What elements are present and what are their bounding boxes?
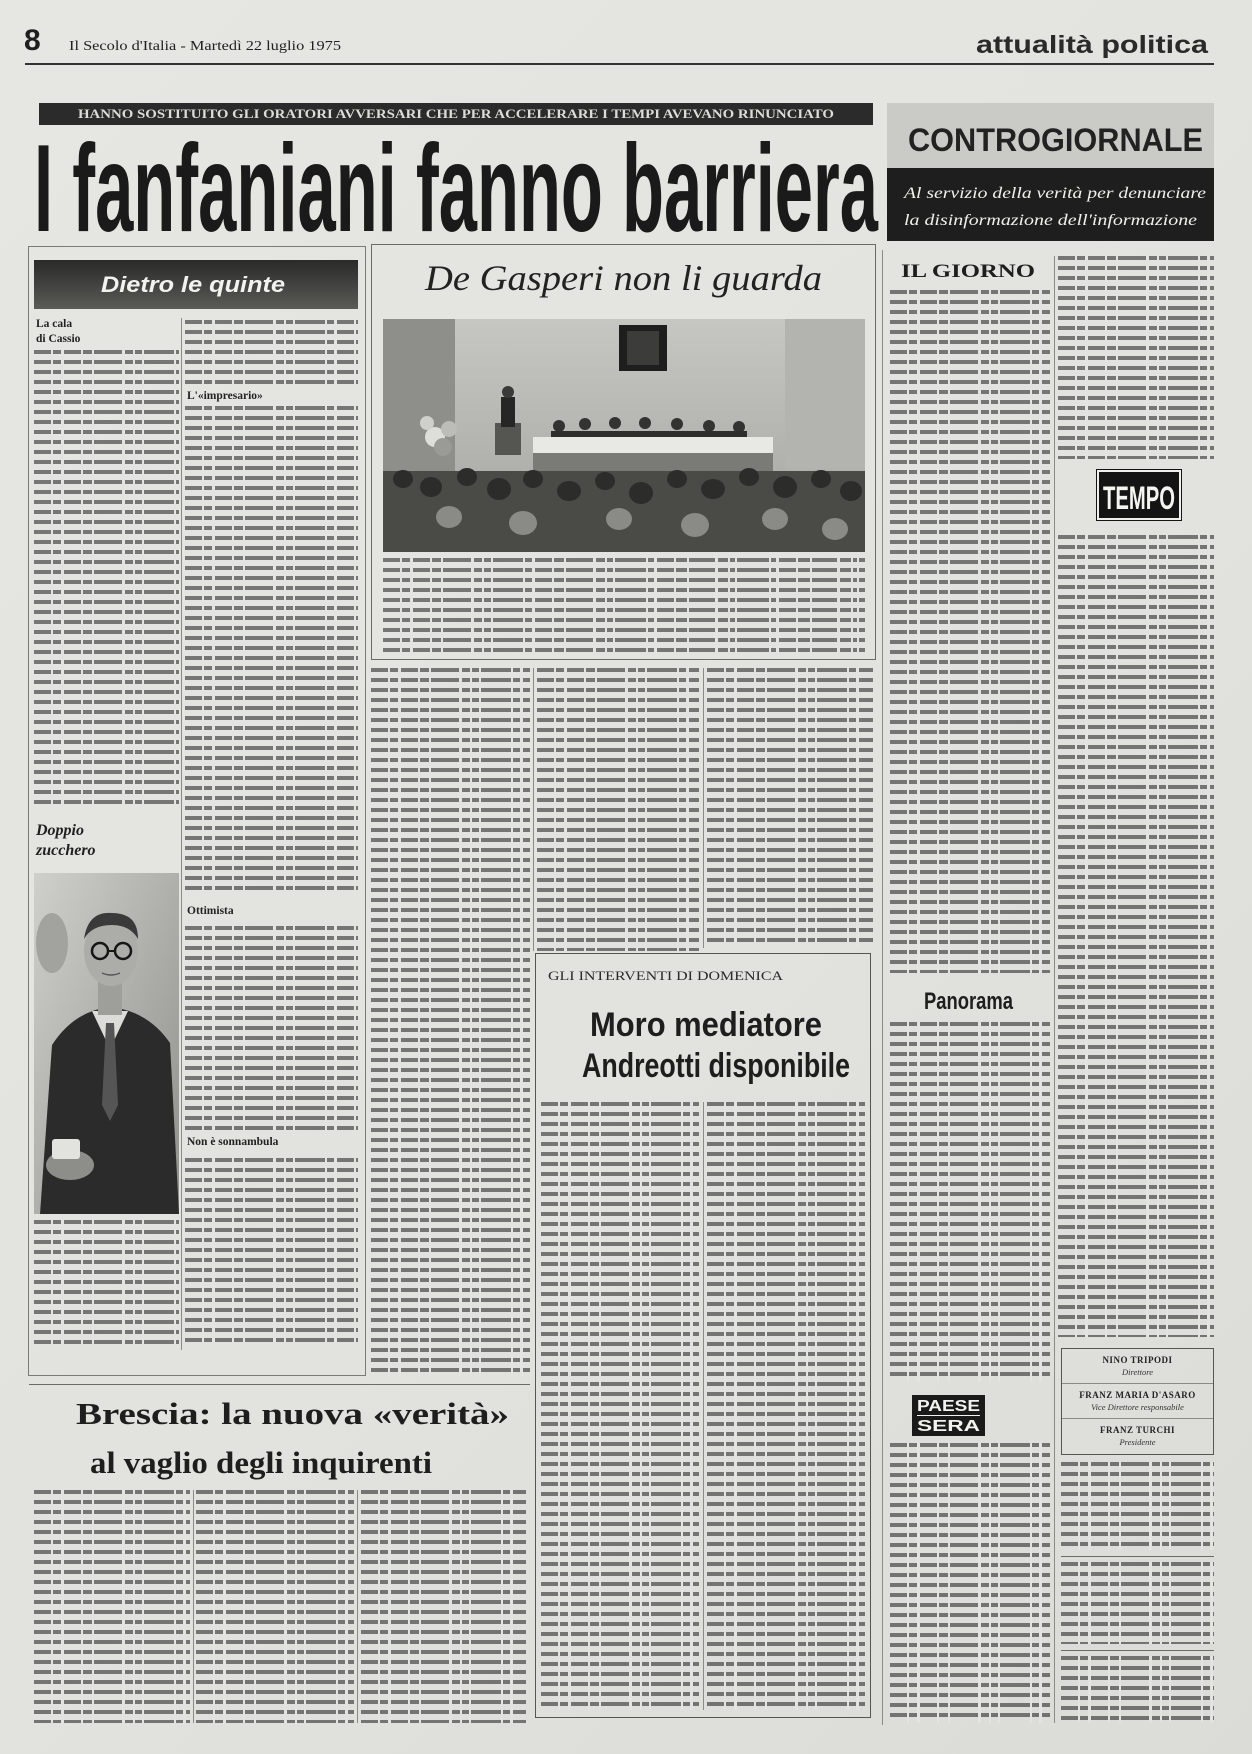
brescia-headline-2-text: al vaglio degli inquirenti <box>90 1445 432 1480</box>
colophon-text-3 <box>1061 1656 1214 1722</box>
credit-name: FRANZ MARIA D'ASARO <box>1079 1390 1196 1400</box>
de-gasperi-title <box>425 257 822 299</box>
credit-name: NINO TRIPODI <box>1102 1355 1173 1365</box>
speaker-head <box>502 386 514 398</box>
dateline <box>69 39 341 55</box>
brescia-headline-1-text: Brescia: la nuova «verità» <box>76 1396 509 1431</box>
interventi-headline-2-text: Andreotti disponibile <box>582 1047 850 1085</box>
controgiornale-tagline-2-text: la disinformazione dell'informazione <box>904 212 1197 229</box>
colophon-text-2 <box>1061 1562 1214 1644</box>
tempo-logo-text-box <box>1103 480 1175 517</box>
lead-story-rule-2 <box>703 668 704 948</box>
paese-sera-line-2-text: SERA <box>917 1418 980 1435</box>
presidency-table-front <box>533 453 773 473</box>
tempo-logo-text: TEMPO <box>1103 480 1175 516</box>
credit-name: FRANZ TURCHI <box>1099 1425 1176 1435</box>
colophon-text-1 <box>1061 1462 1214 1550</box>
il-giorno-title <box>901 261 1035 283</box>
background-figure <box>36 913 68 973</box>
interventi-headline-1-text: Moro mediatore <box>590 1006 822 1044</box>
doppio-zucchero-caption <box>34 1220 179 1348</box>
de-gasperi-caption <box>383 558 865 654</box>
lead-headline-text: I fanfaniani fanno barriera <box>34 120 878 258</box>
lead-kicker-text: HANNO SOSTITUITO GLI ORATORI AVVERSARI CHE PER ACCELERARE I TEMPI AVEVANO RINUNCIATO <box>78 107 834 121</box>
dietro-le-quinte-col2-text-2 <box>185 406 358 896</box>
section-title <box>976 31 1208 60</box>
controgiornale-tagline-1-text: Al servizio della verità per denunciare <box>904 185 1206 202</box>
brescia-top-rule <box>29 1384 530 1385</box>
podium <box>495 423 521 455</box>
interventi-kicker-text: GLI INTERVENTI DI DOMENICA <box>548 968 783 983</box>
subhead-ottimista: Ottimista <box>187 905 234 917</box>
press-review-column-rule <box>1054 256 1055 1723</box>
dietro-le-quinte-col1-text <box>34 350 179 806</box>
page-number: 8 <box>24 24 41 57</box>
credits-box <box>1061 1348 1214 1455</box>
paese-sera-text <box>890 1443 1050 1723</box>
il-giorno-text <box>890 290 1050 973</box>
section-title-text: attualità politica <box>976 31 1208 59</box>
paese-sera-logo <box>912 1395 985 1436</box>
lead-story-col-a <box>371 668 530 1376</box>
paese-sera-line-2 <box>917 1418 980 1436</box>
cup <box>52 1139 80 1159</box>
lead-story-col-b <box>537 668 699 951</box>
controgiornale-title-text: CONTROGIORNALE <box>908 122 1203 158</box>
panorama-text <box>890 1022 1050 1382</box>
panorama-title <box>924 988 1013 1016</box>
press-review-col-b-text-1 <box>1058 256 1214 459</box>
masthead-rule <box>25 63 1214 65</box>
lead-story-rule-1 <box>533 668 534 951</box>
doppio-zucchero-photo <box>34 873 179 1214</box>
credit-role: Vice Direttore responsabile <box>1091 1402 1184 1412</box>
credit-entry <box>1062 1349 1213 1384</box>
interventi-column-rule <box>703 1102 704 1710</box>
paese-sera-line-1-text: PAESE <box>917 1398 980 1415</box>
portrait-inner <box>627 331 659 365</box>
controgiornale-tagline-1 <box>904 185 1206 203</box>
tempo-text <box>1058 535 1214 1337</box>
right-column-rule <box>882 250 883 1725</box>
brescia-col-1 <box>34 1490 190 1723</box>
consiglio-nazionale-photo <box>383 319 865 552</box>
subhead-impresario: L'«impresario» <box>187 390 263 402</box>
doppio-zucchero-title-1: Doppio <box>36 822 84 839</box>
dietro-le-quinte-col2-text-4 <box>185 1158 358 1348</box>
tempo-logo <box>1097 470 1181 520</box>
lead-story-col-c <box>707 668 873 948</box>
subhead-cassio-2: di Cassio <box>36 333 81 345</box>
presidency-table-cloth <box>533 437 773 453</box>
dietro-le-quinte-column-rule <box>181 318 182 1350</box>
colophon-rule-2 <box>1061 1650 1214 1651</box>
subhead-sonnambula: Non è sonnambula <box>187 1136 279 1148</box>
lead-headline <box>34 118 878 260</box>
speaker-body <box>501 397 515 427</box>
controgiornale-title <box>908 122 1203 159</box>
interventi-headline-2 <box>582 1047 850 1086</box>
neck <box>98 981 122 1015</box>
subhead-cassio-1: La cala <box>36 318 73 330</box>
controgiornale-tagline-2 <box>904 212 1197 230</box>
brescia-rule-2 <box>357 1490 358 1723</box>
dietro-le-quinte-col2-text-1 <box>185 320 358 386</box>
interventi-headline-1 <box>590 1006 822 1045</box>
de-gasperi-title-text: De Gasperi non li guarda <box>425 258 822 298</box>
il-giorno-title-text: IL GIORNO <box>901 261 1035 282</box>
credit-role: Presidente <box>1119 1437 1156 1447</box>
credit-entry <box>1062 1419 1213 1454</box>
right-panel <box>785 319 865 469</box>
interventi-col-2 <box>707 1102 865 1710</box>
brescia-rule-1 <box>193 1490 194 1723</box>
brescia-headline-1 <box>76 1396 509 1432</box>
brescia-headline-2 <box>90 1445 432 1481</box>
credit-role: Direttore <box>1121 1367 1153 1377</box>
interventi-kicker <box>548 968 783 984</box>
panorama-title-text: Panorama <box>924 988 1013 1015</box>
dietro-le-quinte-col2-text-3 <box>185 926 358 1130</box>
dietro-le-quinte-title-text: Dietro le quinte <box>101 272 285 297</box>
interventi-col-1 <box>541 1102 699 1710</box>
paese-sera-divider <box>917 1415 980 1416</box>
brescia-col-2 <box>196 1490 354 1723</box>
paese-sera-line-1 <box>917 1398 980 1416</box>
dateline-text: Il Secolo d'Italia - Martedì 22 luglio 1975 <box>69 39 341 54</box>
controgiornale-tagline-band <box>887 168 1214 241</box>
doppio-zucchero-title-2: zucchero <box>36 842 96 859</box>
credit-entry <box>1062 1384 1213 1419</box>
dietro-le-quinte-title <box>101 272 285 298</box>
brescia-col-3 <box>361 1490 526 1723</box>
colophon-rule-1 <box>1061 1556 1214 1557</box>
